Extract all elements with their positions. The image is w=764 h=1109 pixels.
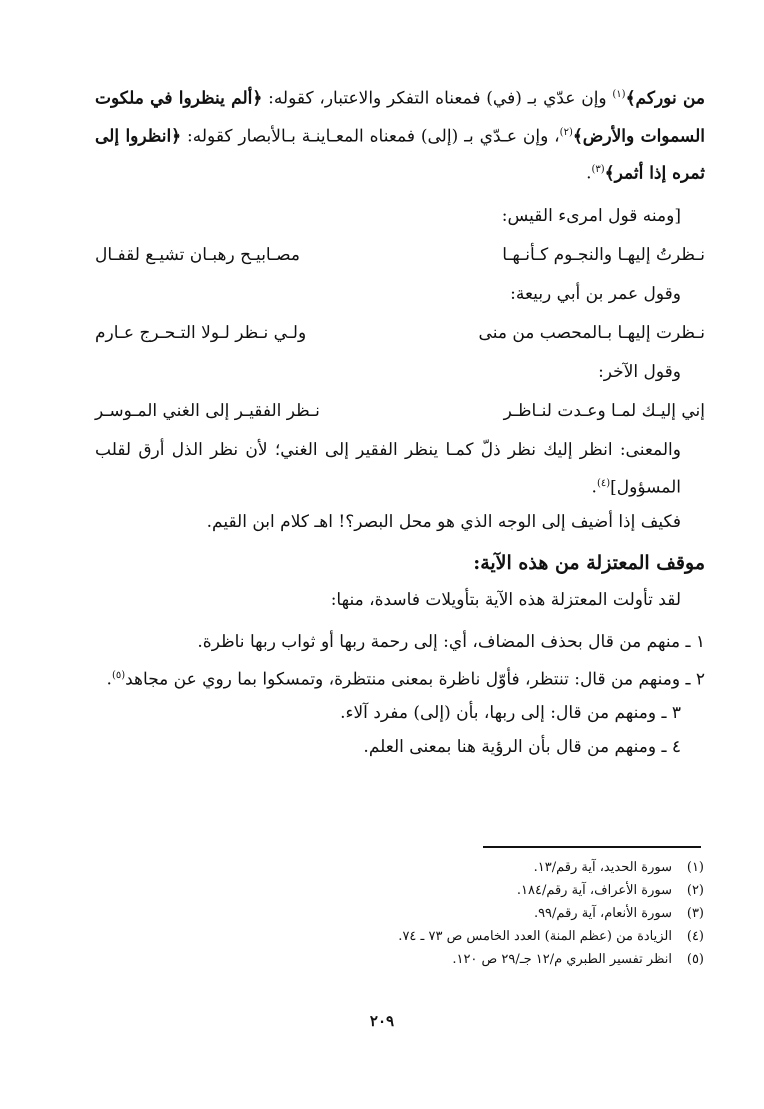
footnote-ref-2: (٢) [559, 126, 573, 138]
footnote-text: الزيادة من (عظم المنة) العدد الخامس ص ٧٣ ـ ٧٤. [398, 929, 672, 944]
quran-quote: ﴿انظروا إلى ثمره إذا أثمر﴾ [95, 126, 705, 184]
footnote-ref-1: (١) [612, 89, 626, 100]
paragraph-1 [95, 78, 705, 191]
footnotes [330, 856, 704, 971]
footnote [330, 948, 704, 971]
footnote-text: سورة الحديد، آية رقم/١٣. [533, 860, 672, 875]
footnote-ref-5: (٥) [111, 669, 126, 681]
paragraph-meaning [95, 433, 705, 505]
text-run: وإن عدّي بـ (في) فمعناه التفكر والاعتبار، كقوله: [262, 88, 613, 109]
footnote-number: (٤) [686, 929, 704, 944]
verse-3-second-hemistich: نـظر الفقيـر إلى الغني المـوسـر [95, 400, 320, 421]
quran-quote: ﴿ألم ينظروا في ملكوت السموات والأرض﴾ [95, 88, 705, 147]
footnote-ref-4: (٤) [596, 477, 611, 489]
footnote [330, 925, 704, 948]
list-item-4: ٤ ـ ومنهم من قال بأن الرؤية هنا بمعنى العلم. [363, 737, 681, 758]
footnote [330, 902, 704, 925]
verse-intro-2: وقول عمر بن أبي ربيعة: [510, 283, 681, 304]
quote-fragment: من نوركم [635, 88, 705, 109]
paragraph-conclusion: فكيف إذا أضيف إلى الوجه الذي هو محل البصر؟! اهـ كلام ابن القيم. [206, 511, 681, 532]
footnote-text: انظر تفسير الطبري م/١٢ جـ/٢٩ ص ١٢٠. [452, 952, 672, 967]
verse-1-second-hemistich: مصـابيـح رهبـان تشيـع لقفـال [95, 244, 300, 265]
footnote-number: (٥) [686, 952, 704, 967]
quote-bracket: ﴾ [625, 88, 636, 109]
list-item-1: ١ ـ منهم من قال بحذف المضاف، أي: إلى رحمة ربها أو ثواب ربها ناظرة. [197, 631, 705, 652]
footnote-separator [483, 846, 701, 848]
verse-2-first-hemistich: نـظرت إليهـا بـالمحصب من منى [478, 322, 705, 343]
footnote-text: سورة الأنعام، آية رقم/٩٩. [533, 906, 672, 921]
list-item-3: ٣ ـ ومنهم من قال: إلى ربها، بأن (إلى) مفرد آلاء. [340, 703, 681, 724]
verse-2-second-hemistich: ولـي نـظر لـولا التـحـرج عـارم [95, 322, 307, 343]
list-item-2 [95, 659, 705, 697]
verse-1-first-hemistich: نـظرتُ إليهـا والنجـوم كـأنـهـا [502, 244, 705, 265]
text-run: والمعنى: انظر إليك نظر ذلّ كمـا ينظر الفقير إلى الغني؛ لأن نظر الذل أرق لقلب المسؤول] [95, 439, 681, 498]
verse-2 [95, 311, 705, 355]
page-number: ٢٠٩ [369, 1012, 395, 1030]
verse-3 [95, 389, 705, 433]
footnote [330, 879, 704, 902]
text-run: ، وإن عـدّي بـ (إلى) فمعناه المعـاينـة بـالأبصار كقوله: [181, 126, 560, 147]
verse-3-first-hemistich: إني إليـك لمـا وعـدت لنـاظـر [503, 400, 705, 421]
verse-intro-1: [ومنه قول امرىء القيس: [501, 205, 681, 226]
footnote-number: (١) [686, 860, 704, 875]
footnote-text: سورة الأعراف، آية رقم/١٨٤. [516, 883, 672, 898]
section-heading: موقف المعتزلة من هذه الآية: [473, 551, 705, 574]
page-body [95, 78, 705, 764]
text-run: . [586, 163, 592, 184]
text-run: . [106, 669, 112, 690]
footnote-number: (٣) [686, 906, 704, 921]
text-run: . [591, 477, 597, 498]
verse-1 [95, 233, 705, 277]
verse-intro-3: وقول الآخر: [598, 361, 681, 382]
footnote-number: (٢) [686, 883, 704, 898]
footnote [330, 856, 704, 879]
paragraph-intro-list: لقد تأولت المعتزلة هذه الآية بتأويلات فاسدة، منها: [330, 589, 681, 610]
footnote-ref-3: (٣) [591, 164, 605, 176]
text-run: ٢ ـ ومنهم من قال: تنتظر، فأوّل ناظرة بمعنى منتظرة، وتمسكوا بما روي عن مجاهد [125, 669, 705, 690]
